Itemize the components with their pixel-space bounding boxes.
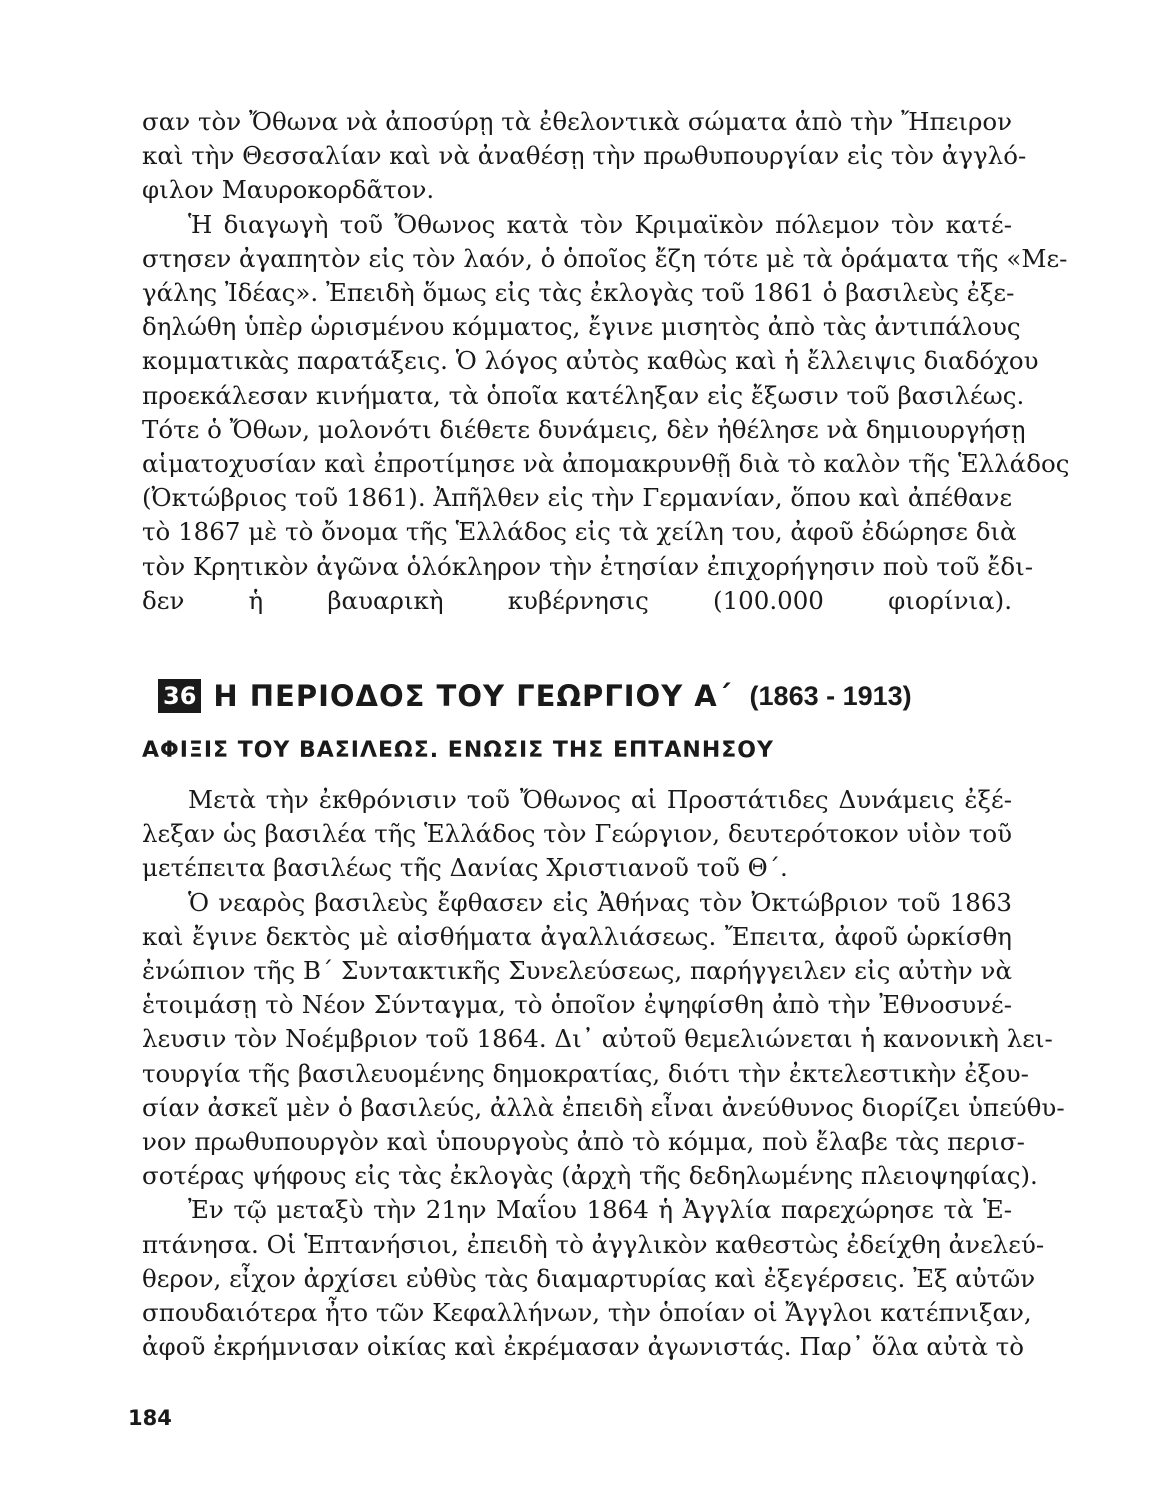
paragraph [142, 105, 1027, 208]
text-line: μετέπειτα βασιλέως τῆς Δανίας Χριστιανοῦ τοῦ Θ΄. [142, 853, 788, 883]
text-line: καὶ τὴν Θεσσαλίαν καὶ νὰ ἀναθέσῃ τὴν πρωθυπουργίαν εἰς τὸν ἀγγλό- [142, 141, 1027, 171]
text-line: σίαν ἀσκεῖ μὲν ὁ βασιλεύς, ἀλλὰ ἐπειδὴ εἶναι ἀνεύθυνος διορίζει ὑπεύθυ- [142, 1092, 1065, 1122]
text-line: δεν ἡ βαυαρικὴ κυβέρνησις (100.000 φιορίνια). [142, 585, 1012, 615]
text-line: Μετὰ τὴν ἐκθρόνισιν τοῦ Ὄθωνος αἱ Προστάτιδες Δυνάμεις ἐξέ- [188, 785, 1012, 814]
paragraph [142, 208, 1070, 618]
section-years: (1863 - 1913) [749, 680, 912, 711]
text-line: ἑτοιμάσῃ τὸ Νέον Σύνταγμα, τὸ ὁποῖον ἐψηφίσθη ἀπὸ τὴν Ἐθνοσυνέ- [142, 990, 1012, 1020]
text-line: δηλώθη ὑπὲρ ὡρισμένου κόμματος, ἔγινε μισητὸς ἀπὸ τὰς ἀντιπάλους [142, 312, 1021, 342]
text-line: καὶ ἔγινε δεκτὸς μὲ αἰσθήματα ἀγαλλιάσεως. Ἔπειτα, ἀφοῦ ὡρκίσθη [142, 921, 1012, 951]
text-line: λευσιν τὸν Νοέμβριον τοῦ 1864. Δι᾽ αὐτοῦ θεμελιώνεται ἡ κανονικὴ λει- [142, 1024, 1053, 1054]
top-text-block [142, 105, 1070, 618]
text-line: σαν τὸν Ὄθωνα νὰ ἀποσύρῃ τὰ ἐθελοντικὰ σώματα ἀπὸ τὴν Ἤπειρον [142, 107, 1012, 136]
text-line: (Ὀκτώβριος τοῦ 1861). Ἀπῆλθεν εἰς τὴν Γερμανίαν, ὅπου καὶ ἀπέθανε [142, 483, 1013, 513]
text-line: λεξαν ὡς βασιλέα τῆς Ἑλλάδος τὸν Γεώργιον, δευτερότοκον υἱὸν τοῦ [142, 819, 1012, 849]
text-line: ἐνώπιον τῆς Β΄ Συντακτικῆς Συνελεύσεως, παρήγγειλεν εἰς αὐτὴν νὰ [142, 956, 1012, 986]
text-line: προεκάλεσαν κινήματα, τὰ ὁποῖα κατέληξαν εἰς ἔξωσιν τοῦ βασιλέως. [142, 380, 1025, 410]
text-line: νον πρωθυπουργὸν καὶ ὑπουργοὺς ἀπὸ τὸ κόμμα, ποὺ ἔλαβε τὰς περισ- [142, 1127, 1025, 1157]
text-line: Ἡ διαγωγὴ τοῦ Ὄθωνος κατὰ τὸν Κριμαϊκὸν πόλεμον τὸν κατέ- [188, 209, 1012, 239]
text-line: γάλης Ἰδέας». Ἐπειδὴ ὅμως εἰς τὰς ἐκλογὰς τοῦ 1861 ὁ βασιλεὺς ἐξε- [142, 278, 1015, 308]
bottom-text-block [142, 783, 1065, 1364]
text-line: ἀφοῦ ἐκρήμνισαν οἰκίας καὶ ἐκρέμασαν ἀγωνιστάς. Παρ᾽ ὅλα αὐτὰ τὸ [142, 1332, 1024, 1362]
text-line: στησεν ἀγαπητὸν εἰς τὸν λαόν, ὁ ὁποῖος ἔζη τότε μὲ τὰ ὁράματα τῆς «Με- [142, 243, 1068, 273]
text-line: τὸν Κρητικὸν ἀγῶνα ὁλόκληρον τὴν ἐτησίαν ἐπιχορήγησιν ποὺ τοῦ ἔδι- [142, 551, 1034, 581]
page-number: 184 [128, 1406, 172, 1430]
paragraph [142, 1193, 1045, 1364]
text-line: αἱματοχυσίαν καὶ ἐπροτίμησε νὰ ἀπομακρυνθῇ διὰ τὸ καλὸν τῆς Ἑλλάδος [142, 449, 1070, 479]
text-line: Ἐν τῷ μεταξὺ τὴν 21ην Μαΐου 1864 ἡ Ἀγγλία παρεχώρησε τὰ Ἑ- [188, 1195, 1012, 1225]
text-line: σοτέρας ψήφους εἰς τὰς ἐκλογὰς (ἀρχὴ τῆς δεδηλωμένης πλειοψηφίας). [142, 1161, 1038, 1191]
text-line: πτάνησα. Οἱ Ἑπτανήσιοι, ἐπειδὴ τὸ ἀγγλικὸν καθεστὼς ἐδείχθη ἀνελεύ- [142, 1229, 1045, 1259]
section-heading [158, 676, 918, 716]
text-line: τὸ 1867 μὲ τὸ ὄνομα τῆς Ἑλλάδος εἰς τὰ χείλη του, ἀφοῦ ἐδώρησε διὰ [142, 517, 1017, 547]
paragraph [142, 783, 1012, 886]
section-title: Η ΠΕΡΙΟΔΟΣ ΤΟΥ ΓΕΩΡΓΙΟΥ Α΄ [213, 679, 732, 713]
text-line: φιλον Μαυροκορδᾶτον. [142, 175, 435, 205]
text-line: κομματικὰς παρατάξεις. Ὁ λόγος αὐτὸς καθὼς καὶ ἡ ἔλλειψις διαδόχου [142, 346, 1039, 376]
section-number-badge: 36 [158, 679, 201, 713]
text-line: σπουδαιότερα ἦτο τῶν Κεφαλλήνων, τὴν ὁποίαν οἱ Ἄγγλοι κατέπνιξαν, [142, 1298, 1032, 1328]
text-line: θερον, εἶχον ἀρχίσει εὐθὺς τὰς διαμαρτυρίας καὶ ἐξεγέρσεις. Ἐξ αὐτῶν [142, 1263, 1036, 1293]
subheading: ΑΦΙΞΙΣ ΤΟΥ ΒΑΣΙΛΕΩΣ. ΕΝΩΣΙΣ ΤΗΣ ΕΠΤΑΝΗΣΟΥ [142, 738, 774, 763]
text-line: Ὁ νεαρὸς βασιλεὺς ἔφθασεν εἰς Ἀθήνας τὸν Ὀκτώβριον τοῦ 1863 [188, 887, 1012, 917]
text-line: τουργία τῆς βασιλευομένης δημοκρατίας, διότι τὴν ἐκτελεστικὴν ἐξου- [142, 1058, 1029, 1088]
paragraph [142, 886, 1065, 1194]
text-line: Τότε ὁ Ὄθων, μολονότι διέθετε δυνάμεις, δὲν ἠθέλησε νὰ δημιουργήσῃ [142, 414, 1026, 444]
